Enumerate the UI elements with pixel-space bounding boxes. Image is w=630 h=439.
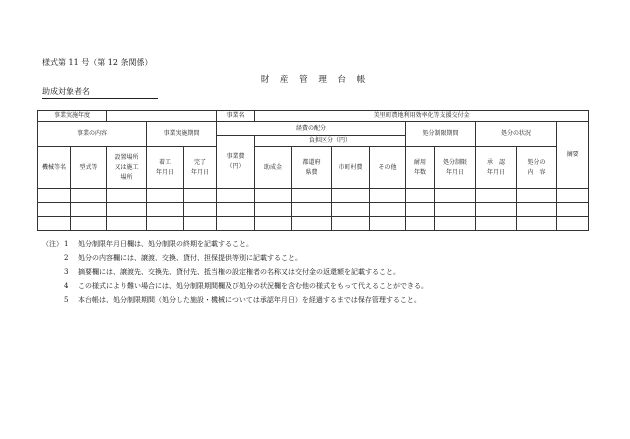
form-number: 様式第 11 号（第 12 条関係） [42, 58, 153, 67]
note-number: 2 [64, 254, 69, 262]
table-row [38, 189, 589, 203]
disposal-content-header: 処分の 内 容 [517, 147, 557, 189]
note-item [42, 237, 428, 251]
note-text: 摘要欄には、譲渡先、交換先、貸付先、抵当権の設定権者の名称又は交付金の返還額を記載すること。 [78, 268, 400, 276]
municipal-cost-header: 市町村費 [332, 147, 370, 189]
table-row [38, 217, 589, 231]
year-label: 事業実施年度 [38, 111, 107, 122]
location-header: 設置場所 又は施工 場所 [107, 147, 147, 189]
page-title: 財 産 管 理 台 帳 [260, 75, 370, 85]
limit-date-header: 処分制限 年月日 [435, 147, 476, 189]
funding-header: 経費の配分 [217, 122, 406, 136]
disposal-status-header: 処分の状況 [476, 122, 557, 147]
note-number: 3 [64, 268, 69, 276]
note-item [42, 293, 428, 307]
note-number: 4 [64, 282, 69, 290]
start-date-header: 着工 年月日 [147, 147, 184, 189]
notes-section [42, 237, 428, 307]
remarks-header: 摘要 [557, 122, 589, 189]
note-text: 本台帳は、処分制限期間（処分した施設・機械については承認年月日）を経過するまでは保存管理すること。 [78, 296, 421, 304]
machine-name-header: 機械等名 [38, 147, 71, 189]
project-name-value: 美里町農地利用効率化等支援交付金 [255, 111, 589, 122]
note-text: この様式により難い場合には、処分制限期間欄及び処分の状況欄を含む他の様式をもって代えることができる。 [78, 282, 428, 290]
useful-life-header: 耐用 年数 [406, 147, 435, 189]
note-text: 処分制限年月日欄は、処分制限の終期を記載すること。 [78, 240, 253, 248]
notes-lead: （注） [42, 240, 63, 248]
recipient-label: 助成対象者名 [42, 86, 158, 99]
note-item [42, 251, 428, 265]
model-header: 型式等 [71, 147, 107, 189]
prefecture-cost-header: 都道府 県費 [292, 147, 332, 189]
note-item [42, 265, 428, 279]
approval-date-header: 承 認 年月日 [476, 147, 517, 189]
burden-division-header: 負担区分（円） [255, 136, 406, 147]
note-number: 5 [64, 296, 69, 304]
project-period-header: 事業実施期間 [147, 122, 217, 147]
disposal-limit-header: 処分制限期間 [406, 122, 476, 147]
property-ledger-table [37, 110, 589, 231]
subsidy-header: 助成金 [255, 147, 292, 189]
note-item [42, 279, 428, 293]
project-content-header: 事業の内容 [38, 122, 147, 147]
year-value [107, 111, 217, 122]
table-row [38, 203, 589, 217]
project-name-label: 事業名 [217, 111, 255, 122]
other-cost-header: その他 [370, 147, 406, 189]
note-number: 1 [64, 240, 69, 248]
project-cost-header: 事業費 （円） [217, 136, 255, 189]
end-date-header: 完了 年月日 [184, 147, 217, 189]
note-text: 処分の内容欄には、譲渡、交換、貸付、担保提供等別に記載すること。 [78, 254, 302, 262]
